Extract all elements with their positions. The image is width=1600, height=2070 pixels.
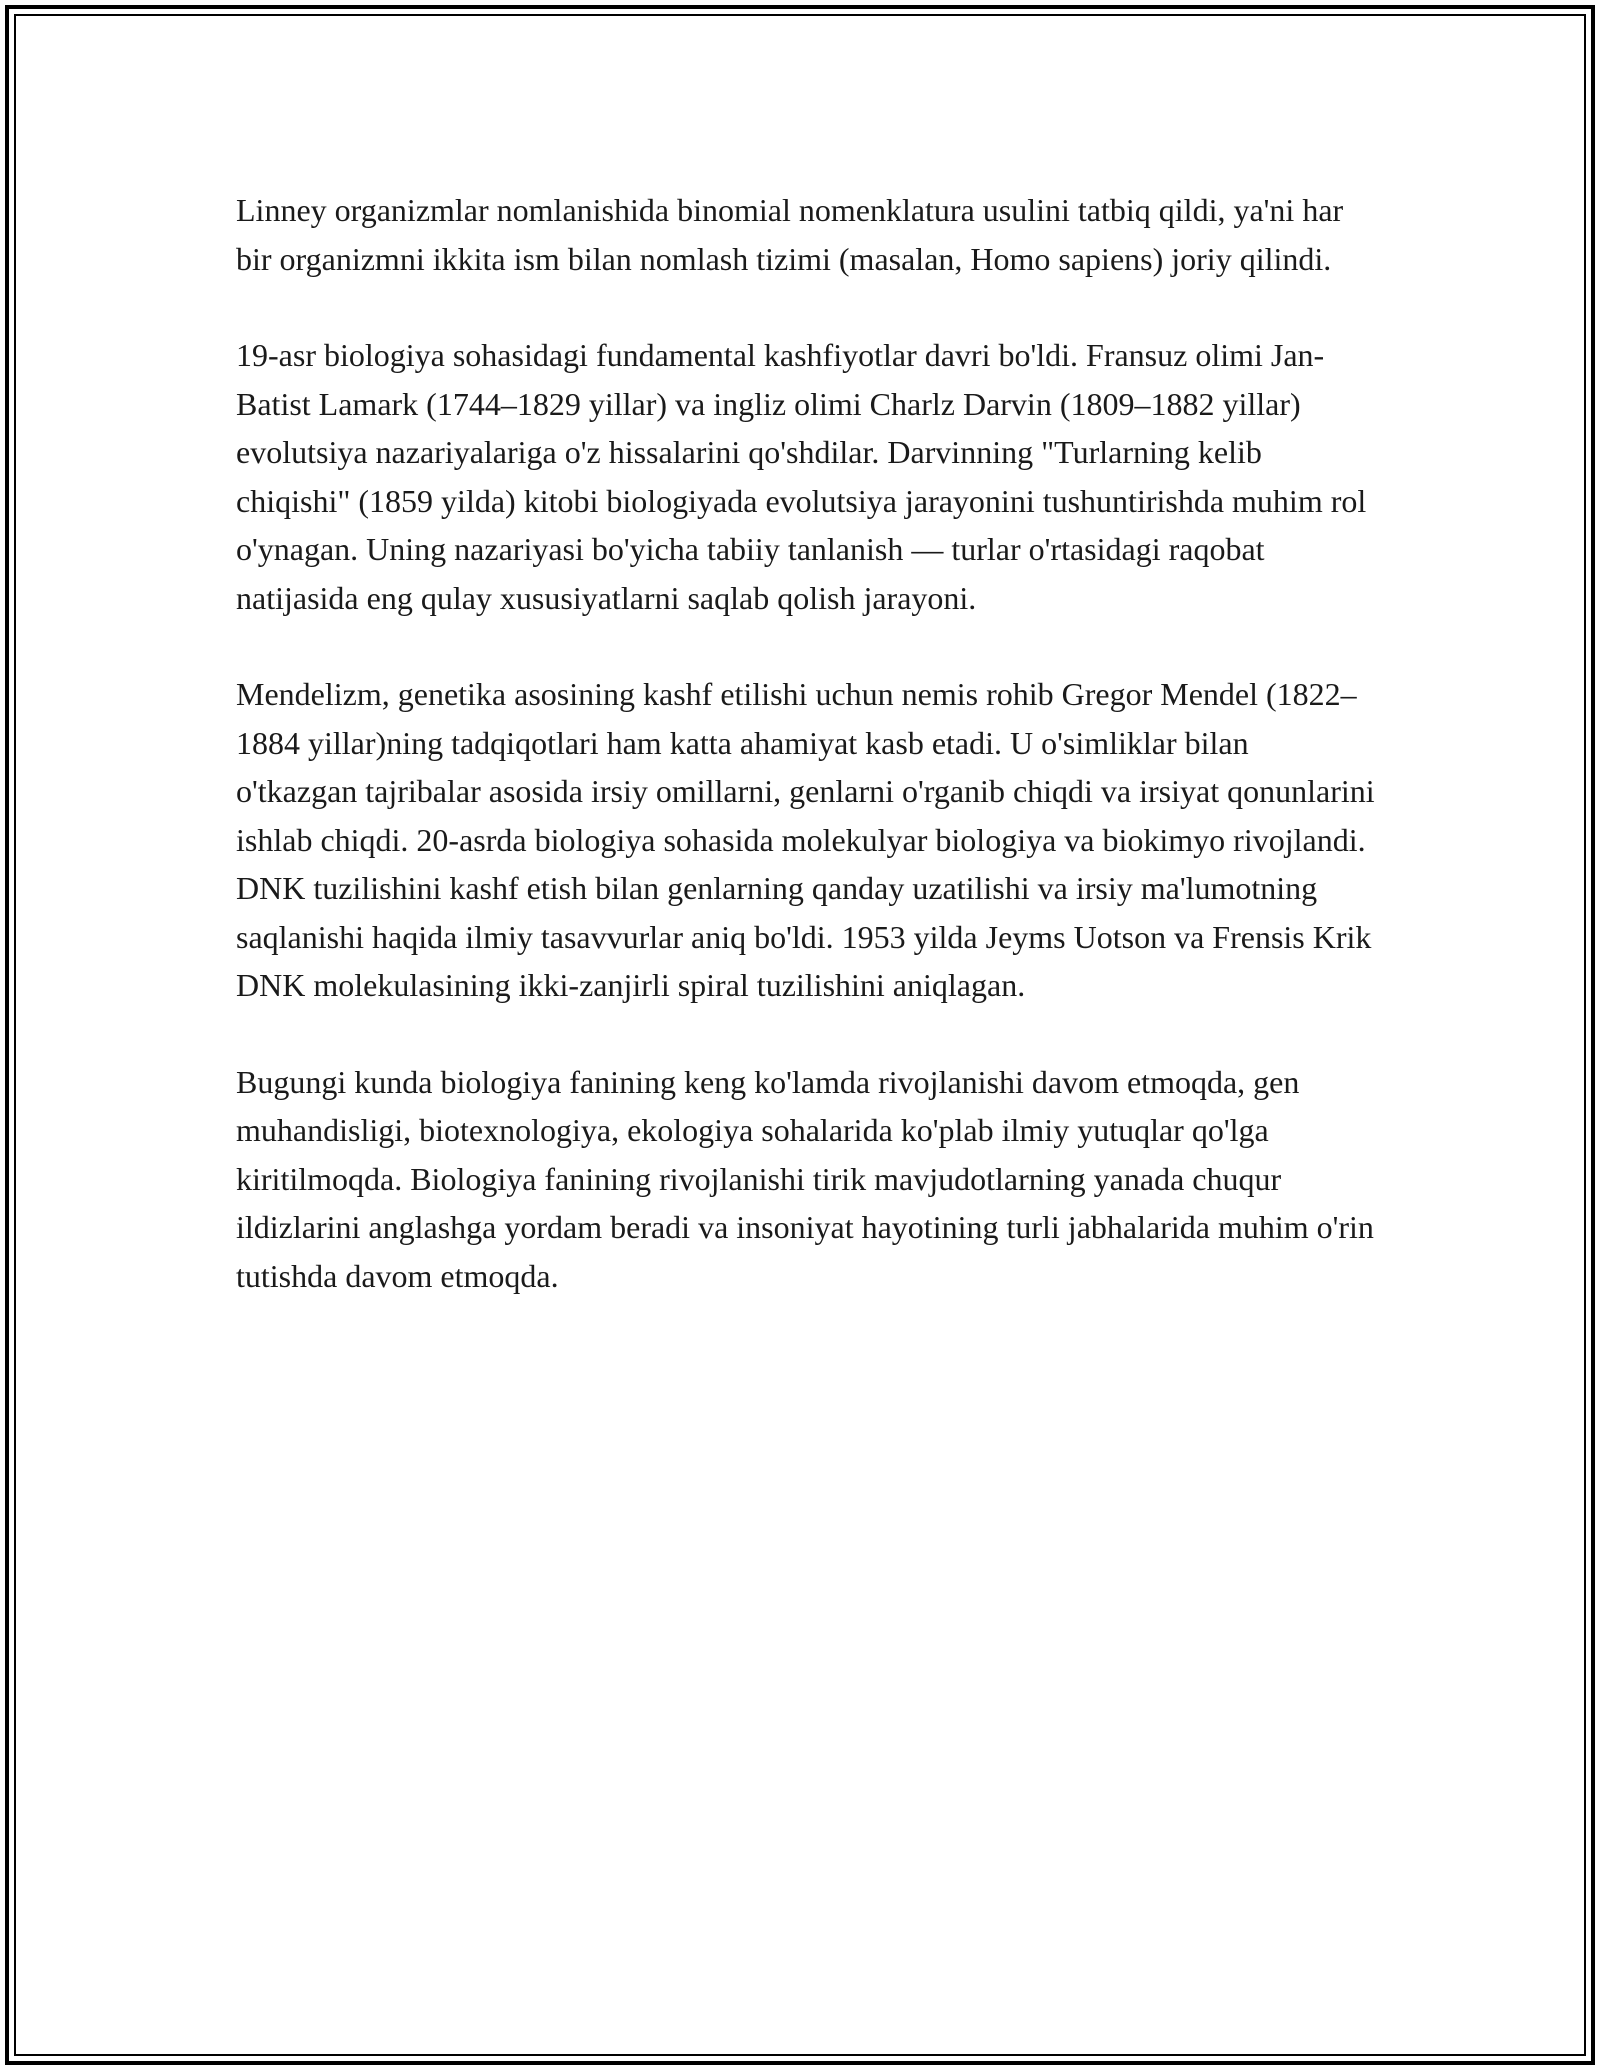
document-body: [236, 186, 1376, 1348]
paragraph-mendelism: Mendelizm, genetika asosining kashf etilishi uchun nemis rohib Gregor Mendel (1822–1884 yillar)ning tadqiqotlari ham katta ahamiyat kasb etadi. U o'simliklar bilan o'tkazgan tajribalar asosida irsiy omillarni, genlarni o'rganib chiqdi va irsiyat qonunlarini ishlab chiqdi. 20-asrda biologiya sohasida molekulyar biologiya va biokimyo rivojlandi. DNK tuzilishini kashf etish bilan genlarning qanday uzatilishi va irsiy ma'lumotning saqlanishi haqida ilmiy tasavvurlar aniq bo'ldi. 1953 yilda Jeyms Uotson va Frensis Krik DNK molekulasining ikki-zanjirli spiral tuzilishini aniqlagan.: [236, 676, 1375, 1003]
paragraph-19th-century: 19-asr biologiya sohasidagi fundamental kashfiyotlar davri bo'ldi. Fransuz olimi Jan-Batist Lamark (1744–1829 yillar) va ingliz olimi Charlz Darvin (1809–1882 yillar) evolutsiya nazariyalariga o'z hissalarini qo'shdilar. Darvinning "Turlarning kelib chiqishi" (1859 yilda) kitobi biologiyada evolutsiya jarayonini tushuntirishda muhim rol o'ynagan. Uning nazariyasi bo'yicha tabiiy tanlanish — turlar o'rtasidagi raqobat natijasida eng qulay xususiyatlarni saqlab qolish jarayoni.: [236, 337, 1367, 616]
paragraph-linnaeus: Linney organizmlar nomlanishida binomial nomenklatura usulini tatbiq qildi, ya'ni har bir organizmni ikkita ism bilan nomlash tizimi (masalan, Homo sapiens) joriy qilindi.: [236, 192, 1344, 277]
paragraph-today: Bugungi kunda biologiya fanining keng ko'lamda rivojlanishi davom etmoqda, gen muhandisligi, biotexnologiya, ekologiya sohalarida ko'plab ilmiy yutuqlar qo'lga kiritilmoqda. Biologiya fanining rivojlanishi tirik mavjudotlarning yanada chuqur ildizlarini anglashga yordam beradi va insoniyat hayotining turli jabhalarida muhim o'rin tutishda davom etmoqda.: [236, 1063, 1374, 1294]
